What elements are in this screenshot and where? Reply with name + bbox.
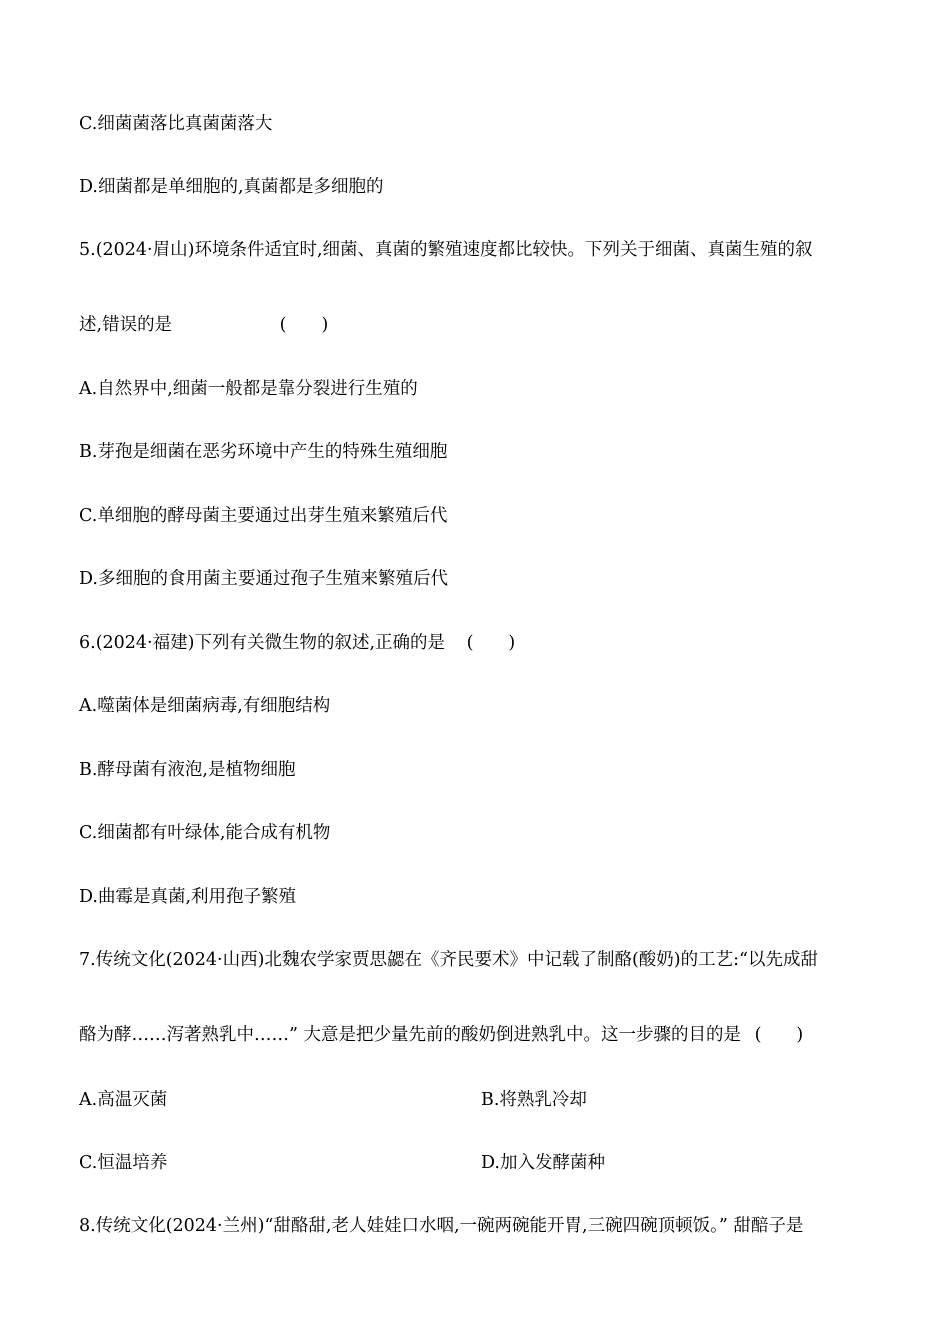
q5-answer-paren: ( ) bbox=[279, 315, 329, 335]
q6-option-a: A.噬菌体是细菌病毒,有细胞结构 bbox=[79, 696, 331, 716]
q5-stem-line-1: 5.(2024·眉山)环境条件适宜时,细菌、真菌的繁殖速度都比较快。下列关于细菌、真菌生殖的叙 bbox=[79, 240, 813, 260]
q7-stem-line-1: 7.传统文化(2024·山西)北魏农学家贾思勰在《齐民要术》中记载了制酪(酸奶)的工艺:“以先成甜 bbox=[79, 950, 818, 970]
q7-stem-text: 酪为酵……泻著熟乳中……” 大意是把少量先前的酸奶倒进熟乳中。这一步骤的目的是 bbox=[79, 1025, 742, 1045]
q8-stem-line-1: 8.传统文化(2024·兰州)“甜酪甜,老人娃娃口水咽,一碗两碗能开胃,三碗四碗顶顿饭。” 甜醅子是 bbox=[79, 1216, 804, 1236]
q5-option-b: B.芽孢是细菌在恶劣环境中产生的特殊生殖细胞 bbox=[79, 442, 448, 462]
q5-stem-line-2 bbox=[79, 314, 328, 336]
q7-option-a: A.高温灭菌 bbox=[79, 1090, 168, 1110]
q5-option-c: C.单细胞的酵母菌主要通过出芽生殖来繁殖后代 bbox=[79, 506, 448, 526]
q6-stem bbox=[79, 632, 515, 654]
q7-option-b: B.将熟乳冷却 bbox=[481, 1090, 587, 1110]
q7-option-c: C.恒温培养 bbox=[79, 1153, 168, 1173]
q7-answer-paren: ( ) bbox=[754, 1025, 804, 1045]
q4-option-c: C.细菌菌落比真菌菌落大 bbox=[79, 114, 273, 134]
q6-option-c: C.细菌都有叶绿体,能合成有机物 bbox=[79, 823, 331, 843]
q4-option-d: D.细菌都是单细胞的,真菌都是多细胞的 bbox=[79, 177, 384, 197]
q6-answer-paren: ( ) bbox=[466, 633, 516, 653]
q6-option-d: D.曲霉是真菌,利用孢子繁殖 bbox=[79, 887, 297, 907]
q7-option-d: D.加入发酵菌种 bbox=[481, 1153, 605, 1173]
q7-stem-line-2 bbox=[79, 1024, 803, 1046]
q5-option-d: D.多细胞的食用菌主要通过孢子生殖来繁殖后代 bbox=[79, 569, 448, 589]
q6-stem-text: 6.(2024·福建)下列有关微生物的叙述,正确的是 bbox=[79, 633, 446, 653]
q5-stem-text: 述,错误的是 bbox=[79, 315, 173, 335]
q6-option-b: B.酵母菌有液泡,是植物细胞 bbox=[79, 760, 296, 780]
q5-option-a: A.自然界中,细菌一般都是靠分裂进行生殖的 bbox=[79, 379, 418, 399]
